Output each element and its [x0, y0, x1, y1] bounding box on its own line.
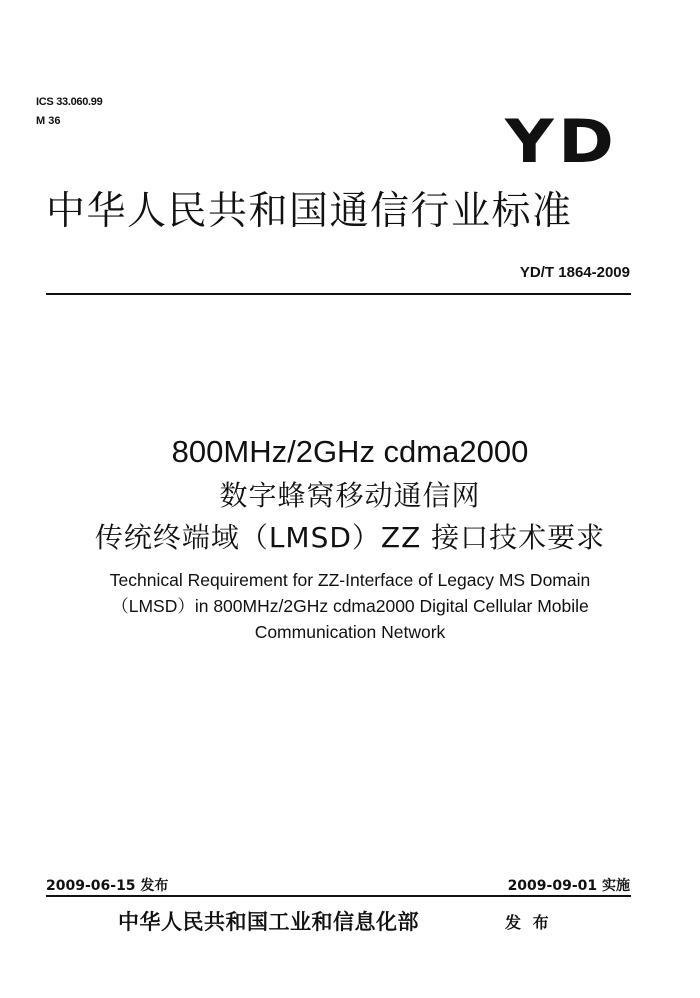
standard-category-title: 中华人民共和国通信行业标准: [46, 189, 573, 234]
title-line-1: 800MHz/2GHz cdma2000: [171, 434, 529, 469]
standard-number: YD/T 1864-2009: [519, 264, 630, 281]
title-line-2: 数字蜂窝移动通信网: [219, 479, 481, 512]
bottom-divider: [46, 895, 631, 897]
top-divider: [46, 293, 631, 295]
english-title-line-2: （LMSD）in 800MHz/2GHz cdma2000 Digital Cellular Mobile: [111, 596, 589, 616]
implementation-date: 2009-09-01 实施: [507, 878, 630, 894]
english-title-line-3: Communication Network: [254, 622, 446, 642]
publisher-name: 中华人民共和国工业和信息化部: [118, 909, 419, 934]
ccs-code: M 36: [36, 115, 61, 127]
yd-logo: YD: [505, 107, 619, 177]
publish-action: 发 布: [505, 913, 549, 932]
english-title-line-1: Technical Requirement for ZZ-Interface of Legacy MS Domain: [109, 570, 591, 590]
issue-date: 2009-06-15 发布: [46, 878, 169, 894]
ics-code: ICS 33.060.99: [36, 96, 103, 108]
title-line-3: 传统终端域（LMSD）ZZ 接口技术要求: [94, 521, 606, 554]
